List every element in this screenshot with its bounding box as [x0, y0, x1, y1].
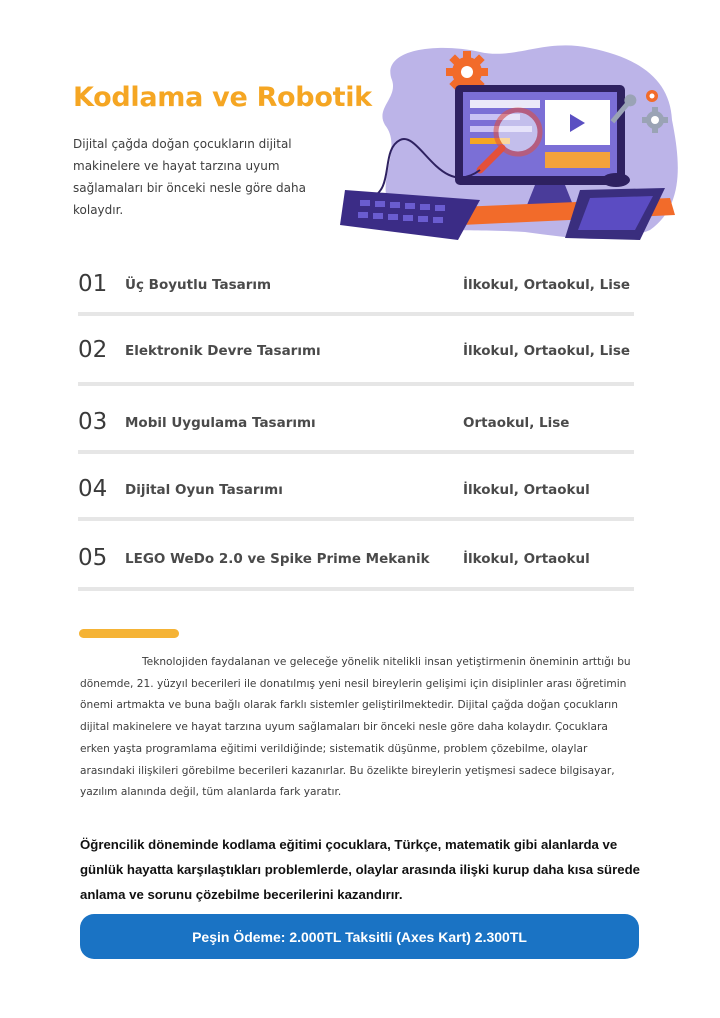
program-name: Elektronik Devre Tasarımı	[125, 343, 321, 359]
divider	[78, 450, 634, 454]
highlight-paragraph: Öğrencilik döneminde kodlama eğitimi çocuklara, Türkçe, matematik gibi alanlarda ve günlük hayatta karşılaştıkları problemlerde, olaylar arasında ilişki kurup daha kısa sürede anlama ve sorunu çözebilme becerilerini kazandırır.	[80, 837, 640, 902]
program-row	[78, 318, 634, 388]
price-button[interactable]: Peşin Ödeme: 2.000TL Taksitli (Axes Kart) 2.300TL	[80, 914, 639, 959]
program-row	[78, 523, 634, 593]
program-number: 04	[78, 476, 108, 502]
divider	[78, 517, 634, 521]
program-number: 05	[78, 545, 108, 571]
program-name: Mobil Uygulama Tasarımı	[125, 415, 316, 431]
divider	[78, 312, 634, 316]
computer-robotics-illustration	[340, 40, 690, 245]
program-row	[78, 388, 634, 456]
program-levels: Ortaokul, Lise	[463, 415, 570, 431]
program-number: 03	[78, 409, 108, 435]
program-row	[78, 252, 634, 318]
program-name: Dijital Oyun Tasarımı	[125, 482, 283, 498]
program-name: LEGO WeDo 2.0 ve Spike Prime Mekanik	[125, 551, 430, 567]
program-number: 01	[78, 271, 108, 297]
body-paragraph-text: Teknolojiden faydalanan ve geleceğe yönelik nitelikli insan yetiştirmenin öneminin arttığı bu dönemde, 21. yüzyıl becerileri ile donatılmış yeni nesil bireylerin gelişimi için disiplinler arası öğretimin önemi artmakta ve buna bağlı olarak farklı sistemler geliştirilmektedir. Dijital çağda doğan çocukların dijital makinelere ve hayat tarzına uyum sağlamaları bir önceki nesle göre daha kolaydır. Çocuklara erken yaşta programlama eğitimi verildiğinde; sistematik düşünme, problem çözebilme, olaylar arasındaki ilişkileri görebilme becerileri kazanırlar. Bu özelikte bireylerin yetişmesi sadece bilgisayar, yazılım alanında değil, tüm alanlarda fark yaratır.	[80, 656, 631, 799]
program-list	[78, 252, 634, 593]
program-levels: İlkokul, Ortaokul, Lise	[463, 343, 631, 359]
intro-text: Dijital çağda doğan çocukların dijital makinelere ve hayat tarzına uyum sağlamaları bir önceki nesle göre daha kolaydır.	[73, 137, 306, 217]
body-paragraph	[80, 652, 632, 804]
program-row	[78, 456, 634, 523]
program-number: 02	[78, 337, 108, 363]
divider	[78, 587, 634, 591]
divider	[78, 382, 634, 386]
page-title: Kodlama ve Robotik	[73, 82, 372, 113]
accent-bar	[79, 629, 179, 638]
mouse	[602, 173, 630, 187]
program-levels: İlkokul, Ortaokul	[463, 482, 590, 498]
program-name: Üç Boyutlu Tasarım	[125, 277, 272, 293]
program-levels: İlkokul, Ortaokul, Lise	[463, 277, 631, 293]
program-levels: İlkokul, Ortaokul	[463, 551, 590, 567]
gear-icon	[646, 90, 658, 102]
